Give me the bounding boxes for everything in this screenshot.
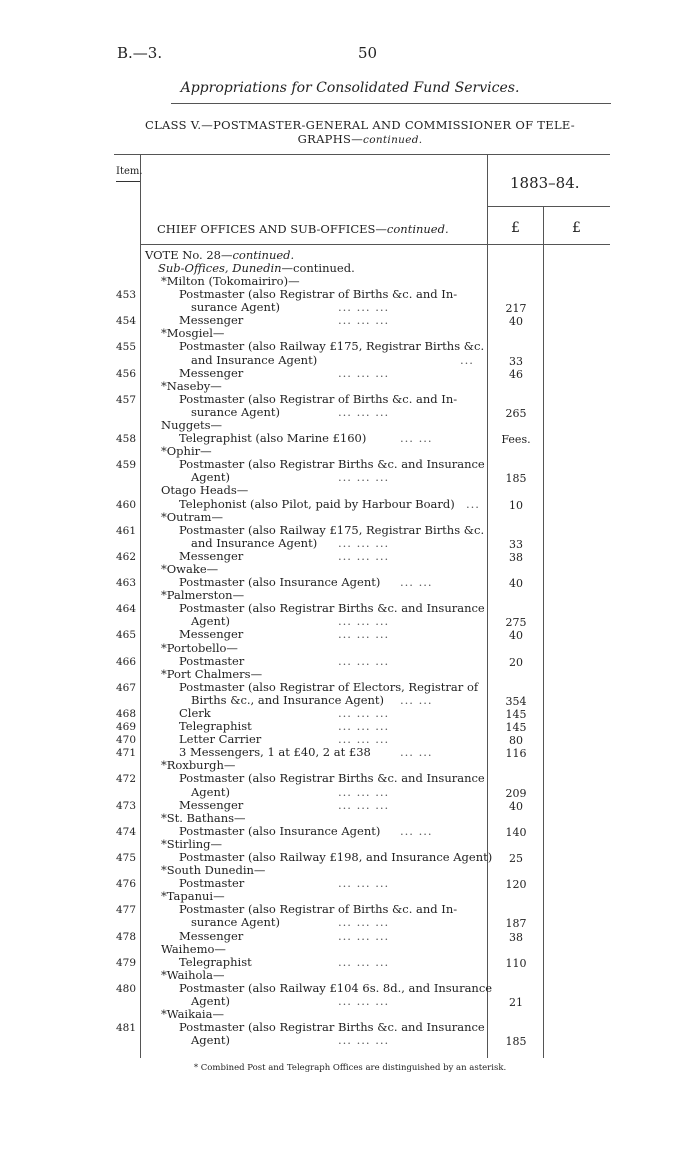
amount-value: 354 xyxy=(505,694,527,708)
appropriation-line: 3 Messengers, 1 at £40, 2 at £38 xyxy=(179,745,371,760)
amount-value: 33 xyxy=(509,354,523,368)
item-number: 454 xyxy=(115,315,137,328)
sub-offices-label: Sub-Offices, Dunedin— xyxy=(158,261,294,275)
office-heading: *Naseby— xyxy=(161,378,222,393)
amount-value: 185 xyxy=(505,1035,527,1049)
leader-dots: ... ... ... xyxy=(338,365,390,380)
item-number: 457 xyxy=(115,393,137,406)
appropriation-line: Messenger xyxy=(179,548,244,563)
appropriation-line: Postmaster (also Railway £104 6s. 8d., and Insurance xyxy=(179,980,493,995)
amount-value: 209 xyxy=(505,786,527,800)
leader-dots: ... ... ... xyxy=(338,876,390,891)
appropriation-line: Telegraphist xyxy=(179,719,252,734)
appropriation-line: Messenger xyxy=(179,797,244,812)
item-number: 481 xyxy=(115,1022,137,1035)
item-number: 464 xyxy=(115,603,137,616)
item-number: 453 xyxy=(115,289,137,302)
appropriation-line: and Insurance Agent) xyxy=(191,535,318,550)
item-number: 467 xyxy=(115,681,137,694)
pound-unit-col1: £ xyxy=(511,220,520,236)
amount-value: 40 xyxy=(509,577,523,591)
class-title-line-2-text: GRAPHS— xyxy=(297,132,364,146)
leader-dots: ... ... ... xyxy=(338,548,390,563)
appropriation-line: Postmaster (also Railway £175, Registrar Births &c. xyxy=(179,522,485,537)
item-number: 478 xyxy=(115,930,137,943)
table-top-rule xyxy=(114,154,610,155)
office-heading: Waihemo— xyxy=(161,941,226,956)
item-number: 466 xyxy=(115,655,137,668)
appropriation-line: surance Agent) xyxy=(191,915,280,930)
appropriation-line: Agent) xyxy=(191,993,230,1008)
amount-value: 217 xyxy=(505,302,527,316)
section-heading-text: CHIEF OFFICES AND SUB-OFFICES— xyxy=(157,222,387,236)
amount-value: 33 xyxy=(509,537,523,551)
amount-value: 46 xyxy=(509,367,523,381)
appropriation-line: Telegraphist xyxy=(179,954,252,969)
leader-dots: ... ... xyxy=(400,575,433,590)
leader-dots: ... ... ... xyxy=(338,784,390,799)
item-number: 480 xyxy=(115,982,137,995)
appropriation-line: Messenger xyxy=(179,365,244,380)
office-heading: *Waikaia— xyxy=(161,1007,224,1022)
second-amount-column-rule xyxy=(543,206,544,1058)
leader-dots: ... ... xyxy=(400,431,433,446)
page-number: 50 xyxy=(358,44,378,62)
amount-value: 38 xyxy=(509,550,523,564)
appropriation-line: Agent) xyxy=(191,1033,230,1048)
appropriation-line: surance Agent) xyxy=(191,404,280,419)
amount-value: 110 xyxy=(505,956,527,970)
appropriation-line: Messenger xyxy=(179,627,244,642)
amount-value: 40 xyxy=(509,799,523,813)
page-subtitle: Appropriations for Consolidated Fund Services. xyxy=(180,80,520,96)
item-number: 474 xyxy=(115,825,137,838)
item-number: 476 xyxy=(115,878,137,891)
item-number: 463 xyxy=(115,577,137,590)
appropriation-line: Postmaster (also Registrar of Electors, Registrar of xyxy=(179,679,479,694)
appropriation-line: Postmaster xyxy=(179,653,245,668)
leader-dots: ... ... ... xyxy=(338,993,390,1008)
office-heading: *Waihola— xyxy=(161,967,225,982)
class-title-line-1: CLASS V.—POSTMASTER-GENERAL AND COMMISSIONER OF TELE- xyxy=(145,118,575,132)
appropriation-line: Agent) xyxy=(191,470,230,485)
leader-dots: ... ... ... xyxy=(338,535,390,550)
amount-value: Fees. xyxy=(501,433,531,447)
item-number: 460 xyxy=(115,498,137,511)
office-heading: *St. Bathans— xyxy=(161,810,246,825)
year-header: 1883–84. xyxy=(510,174,580,192)
appropriation-line: Letter Carrier xyxy=(179,732,262,747)
item-number: 472 xyxy=(115,773,137,786)
item-number: 471 xyxy=(115,747,137,760)
leader-dots: ... ... ... xyxy=(338,470,390,485)
item-column-header: Item. xyxy=(116,166,143,177)
amount-value: 40 xyxy=(509,315,523,329)
appropriation-line: Postmaster xyxy=(179,876,245,891)
class-title-line-2 xyxy=(110,132,610,147)
subtitle-rule xyxy=(171,103,611,104)
appropriation-line: Agent) xyxy=(191,784,230,799)
amount-value: 140 xyxy=(505,825,527,839)
leader-dots: ... ... ... xyxy=(338,915,390,930)
office-heading: *Outram— xyxy=(161,509,223,524)
appropriation-line: Telephonist (also Pilot, paid by Harbour Board) xyxy=(179,496,455,511)
item-number: 477 xyxy=(115,904,137,917)
office-heading: *Roxburgh— xyxy=(161,758,236,773)
leader-dots: ... ... ... xyxy=(338,954,390,969)
office-heading: *Mosgiel— xyxy=(161,326,225,341)
amount-value: 185 xyxy=(505,472,527,486)
office-heading: Otago Heads— xyxy=(161,483,249,498)
item-number: 461 xyxy=(115,524,137,537)
item-column-rule xyxy=(140,154,141,1058)
item-number: 468 xyxy=(115,707,137,720)
sub-offices-continued: continued. xyxy=(293,261,355,275)
class-title xyxy=(110,118,610,147)
leader-dots: ... ... ... xyxy=(338,797,390,812)
appropriation-line: Telegraphist (also Marine £160) xyxy=(179,431,367,446)
leader-dots: ... ... ... xyxy=(338,732,390,747)
appropriation-line: Postmaster (also Insurance Agent) xyxy=(179,823,381,838)
item-number: 465 xyxy=(115,629,137,642)
item-number: 473 xyxy=(115,799,137,812)
office-heading: *South Dunedin— xyxy=(161,863,266,878)
amount-value: 25 xyxy=(509,851,523,865)
leader-dots: ... ... xyxy=(400,692,433,707)
appropriation-line: Postmaster (also Registrar Births &c. and Insurance xyxy=(179,601,485,616)
amount-value: 20 xyxy=(509,655,523,669)
amount-column-rule xyxy=(487,154,488,1058)
amount-value: 38 xyxy=(509,930,523,944)
section-heading-continued: continued. xyxy=(386,222,449,236)
leader-dots: ... ... ... xyxy=(338,928,390,943)
item-number: 459 xyxy=(115,459,137,472)
office-heading: *Ophir— xyxy=(161,444,212,459)
item-number: 458 xyxy=(115,433,137,446)
appropriation-line: Postmaster (also Railway £198, and Insurance Agent) xyxy=(179,849,493,864)
item-number: 462 xyxy=(115,550,137,563)
office-heading: *Palmerston— xyxy=(161,588,245,603)
appropriation-line: Postmaster (also Registrar Births &c. and Insurance xyxy=(179,1020,485,1035)
office-heading: Nuggets— xyxy=(161,417,223,432)
office-heading: *Milton (Tokomairiro)— xyxy=(161,274,300,288)
vote-continued: continued. xyxy=(232,248,295,262)
appropriation-line: Postmaster (also Insurance Agent) xyxy=(179,575,381,590)
leader-dots: ... ... ... xyxy=(338,300,390,315)
amount-value: 187 xyxy=(505,917,527,931)
leader-dots: ... xyxy=(460,352,474,367)
appropriation-line: Postmaster (also Registrar of Births &c. and In- xyxy=(179,391,458,406)
office-heading: *Tapanui— xyxy=(161,889,225,904)
appropriation-line: Postmaster (also Registrar of Births &c. and In- xyxy=(179,902,458,917)
leader-dots: ... ... ... xyxy=(338,653,390,668)
section-heading xyxy=(157,222,449,236)
appropriation-line: Births &c., and Insurance Agent) xyxy=(191,692,385,707)
year-rule xyxy=(488,206,610,207)
amount-value: 120 xyxy=(505,878,527,892)
leader-dots: ... ... ... xyxy=(338,705,390,720)
amount-value: 116 xyxy=(505,747,527,761)
office-heading: *Port Chalmers— xyxy=(161,666,263,681)
appropriation-line: Postmaster (also Railway £175, Registrar Births &c. xyxy=(179,339,485,354)
appropriation-line: Postmaster (also Registrar Births &c. and Insurance xyxy=(179,457,485,472)
amount-value: 265 xyxy=(505,406,527,420)
leader-dots: ... ... ... xyxy=(338,614,390,629)
leader-dots: ... ... xyxy=(400,745,433,760)
amount-value: 40 xyxy=(509,629,523,643)
item-number: 469 xyxy=(115,721,137,734)
class-title-continued: continued. xyxy=(363,134,423,146)
amount-value: 10 xyxy=(509,498,523,512)
footnote: * Combined Post and Telegraph Offices are distinguished by an asterisk. xyxy=(193,1063,507,1073)
item-number: 470 xyxy=(115,734,137,747)
leader-dots: ... ... ... xyxy=(338,719,390,734)
amount-value: 21 xyxy=(509,995,523,1009)
appropriation-line: surance Agent) xyxy=(191,300,280,315)
appropriation-line: Agent) xyxy=(191,614,230,629)
item-number: 475 xyxy=(115,851,137,864)
leader-dots: ... ... ... xyxy=(338,627,390,642)
amount-value: 145 xyxy=(505,721,527,735)
amount-value: 145 xyxy=(505,707,527,721)
leader-dots: ... ... ... xyxy=(338,404,390,419)
report-code: B.—3. xyxy=(117,44,163,62)
amount-value: 275 xyxy=(505,616,527,630)
leader-dots: ... ... ... xyxy=(338,313,390,328)
item-number: 455 xyxy=(115,341,137,354)
appropriation-line: Postmaster (also Registrar of Births &c. and In- xyxy=(179,287,458,302)
appropriation-line: Messenger xyxy=(179,928,244,943)
appropriation-line: and Insurance Agent) xyxy=(191,352,318,367)
leader-dots: ... xyxy=(466,496,480,511)
appropriation-line: Messenger xyxy=(179,313,244,328)
header-bottom-rule xyxy=(140,244,610,245)
item-number: 479 xyxy=(115,956,137,969)
item-header-underline xyxy=(116,181,140,182)
item-number: 456 xyxy=(115,367,137,380)
office-heading: *Owake— xyxy=(161,561,219,576)
leader-dots: ... ... xyxy=(400,823,433,838)
office-heading: *Stirling— xyxy=(161,836,223,851)
vote-number: VOTE No. 28— xyxy=(145,248,233,262)
appropriation-line: Postmaster (also Registrar Births &c. and Insurance xyxy=(179,771,485,786)
leader-dots: ... ... ... xyxy=(338,1033,390,1048)
appropriation-line: Clerk xyxy=(179,705,211,720)
office-heading: *Portobello— xyxy=(161,640,238,655)
amount-value: 80 xyxy=(509,734,523,748)
pound-unit-col2: £ xyxy=(572,220,581,236)
